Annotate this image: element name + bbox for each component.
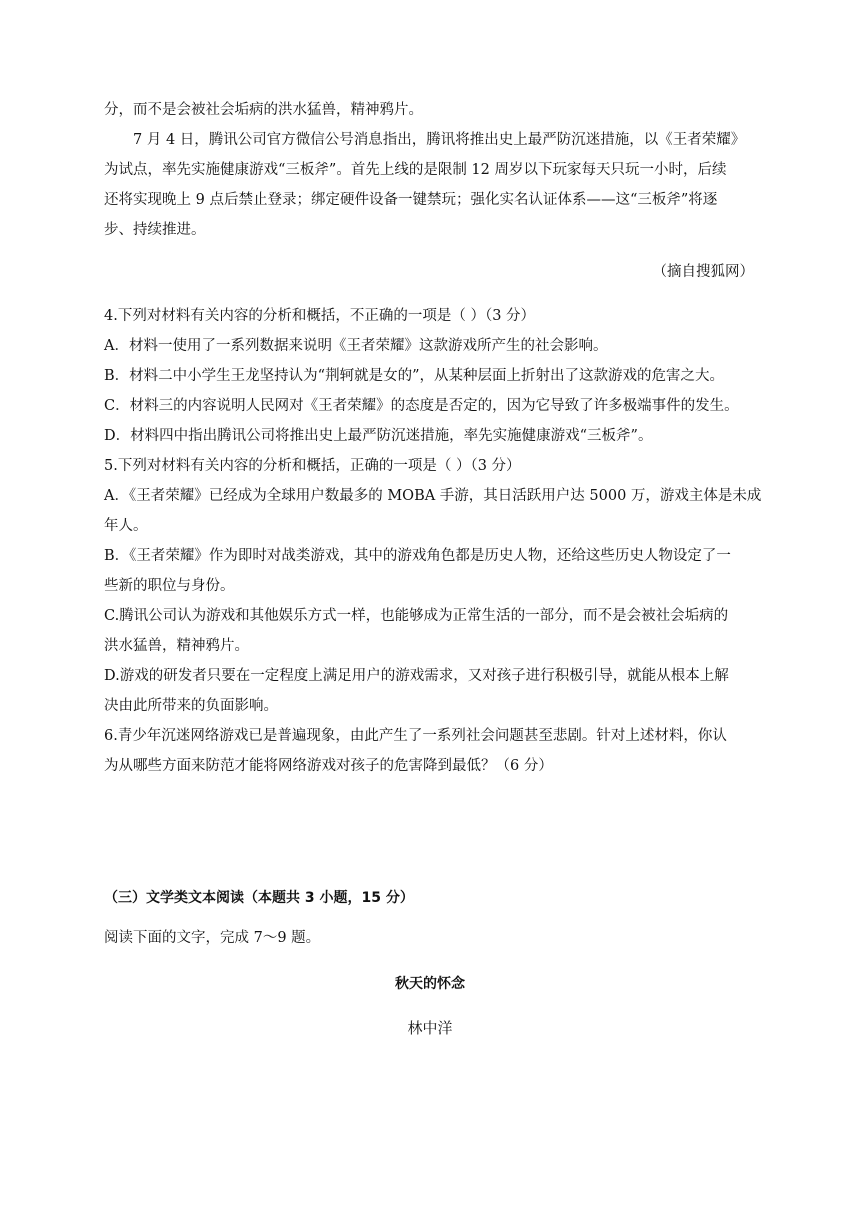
question-5-line: D.游戏的研发者只要在一定程度上满足用户的游戏需求，又对孩子进行积极引导，就能从根本上解 xyxy=(104,668,729,684)
article-author: 林中洋 xyxy=(407,1019,453,1037)
article-title: 秋天的怀念 xyxy=(395,976,465,992)
question-5-line: B．《王者荣耀》作为即时对战类游戏，其中的游戏角色都是历史人物，还给这些历史人物设定了一 xyxy=(104,548,731,564)
question-4-option-a: A．材料一使用了一系列数据来说明《王者荣耀》这款游戏所产生的社会影响。 xyxy=(104,338,608,354)
question-5-line: 年人。 xyxy=(104,518,148,534)
passage-line: 步、持续推进。 xyxy=(104,222,206,238)
question-4-option-c: C．材料三的内容说明人民网对《王者荣耀》的态度是否定的，因为它导致了许多极端事件的发生。 xyxy=(104,398,739,414)
question-4-stem: 4.下列对材料有关内容的分析和概括，不正确的一项是（ ）（3 分） xyxy=(104,308,536,324)
question-5-line: 洪水猛兽，精神鸦片。 xyxy=(104,638,249,654)
question-4-option-b: B．材料二中小学生王龙坚持认为“荆轲就是女的”，从某种层面上折射出了这款游戏的危害之大。 xyxy=(104,368,724,384)
question-5-stem: 5.下列对材料有关内容的分析和概括，正确的一项是（ ）（3 分） xyxy=(104,458,521,474)
question-5-line: 决由此所带来的负面影响。 xyxy=(104,698,278,714)
question-6-line: 6.青少年沉迷网络游戏已是普遍现象，由此产生了一系列社会问题甚至悲剧。针对上述材料，你认 xyxy=(104,728,727,744)
passage-line: 还将实现晚上 9 点后禁止登录；绑定硬件设备一键禁玩；强化实名认证体系——这“三板斧”将逐 xyxy=(104,192,718,208)
section-heading: （三）文学类文本阅读（本题共 3 小题，15 分） xyxy=(104,890,414,906)
question-4-option-d: D．材料四中指出腾讯公司将推出史上最严防沉迷措施，率先实施健康游戏“三板斧”。 xyxy=(104,428,653,444)
source-citation: （摘自搜狐网） xyxy=(652,264,754,280)
section-instruction: 阅读下面的文字，完成 7～9 题。 xyxy=(104,930,321,946)
question-5-line: 些新的职位与身份。 xyxy=(104,578,235,594)
passage-line: 分，而不是会被社会垢病的洪水猛兽，精神鸦片。 xyxy=(104,102,423,118)
question-5-line: C.腾讯公司认为游戏和其他娱乐方式一样，也能够成为正常生活的一部分，而不是会被社会垢病的 xyxy=(104,608,729,624)
question-6-line: 为从哪些方面来防范才能将网络游戏对孩子的危害降到最低？（6 分） xyxy=(104,758,553,774)
passage-line: 7 月 4 日，腾讯公司官方微信公号消息指出，腾讯将推出史上最严防沉迷措施，以《王者荣耀》 xyxy=(133,132,746,148)
question-5-line: A．《王者荣耀》已经成为全球用户数最多的 MOBA 手游，其日活跃用户达 5000 万，游戏主体是未成 xyxy=(104,488,762,504)
passage-line: 为试点，率先实施健康游戏“三板斧”。首先上线的是限制 12 周岁以下玩家每天只玩一小时，后续 xyxy=(104,162,727,178)
